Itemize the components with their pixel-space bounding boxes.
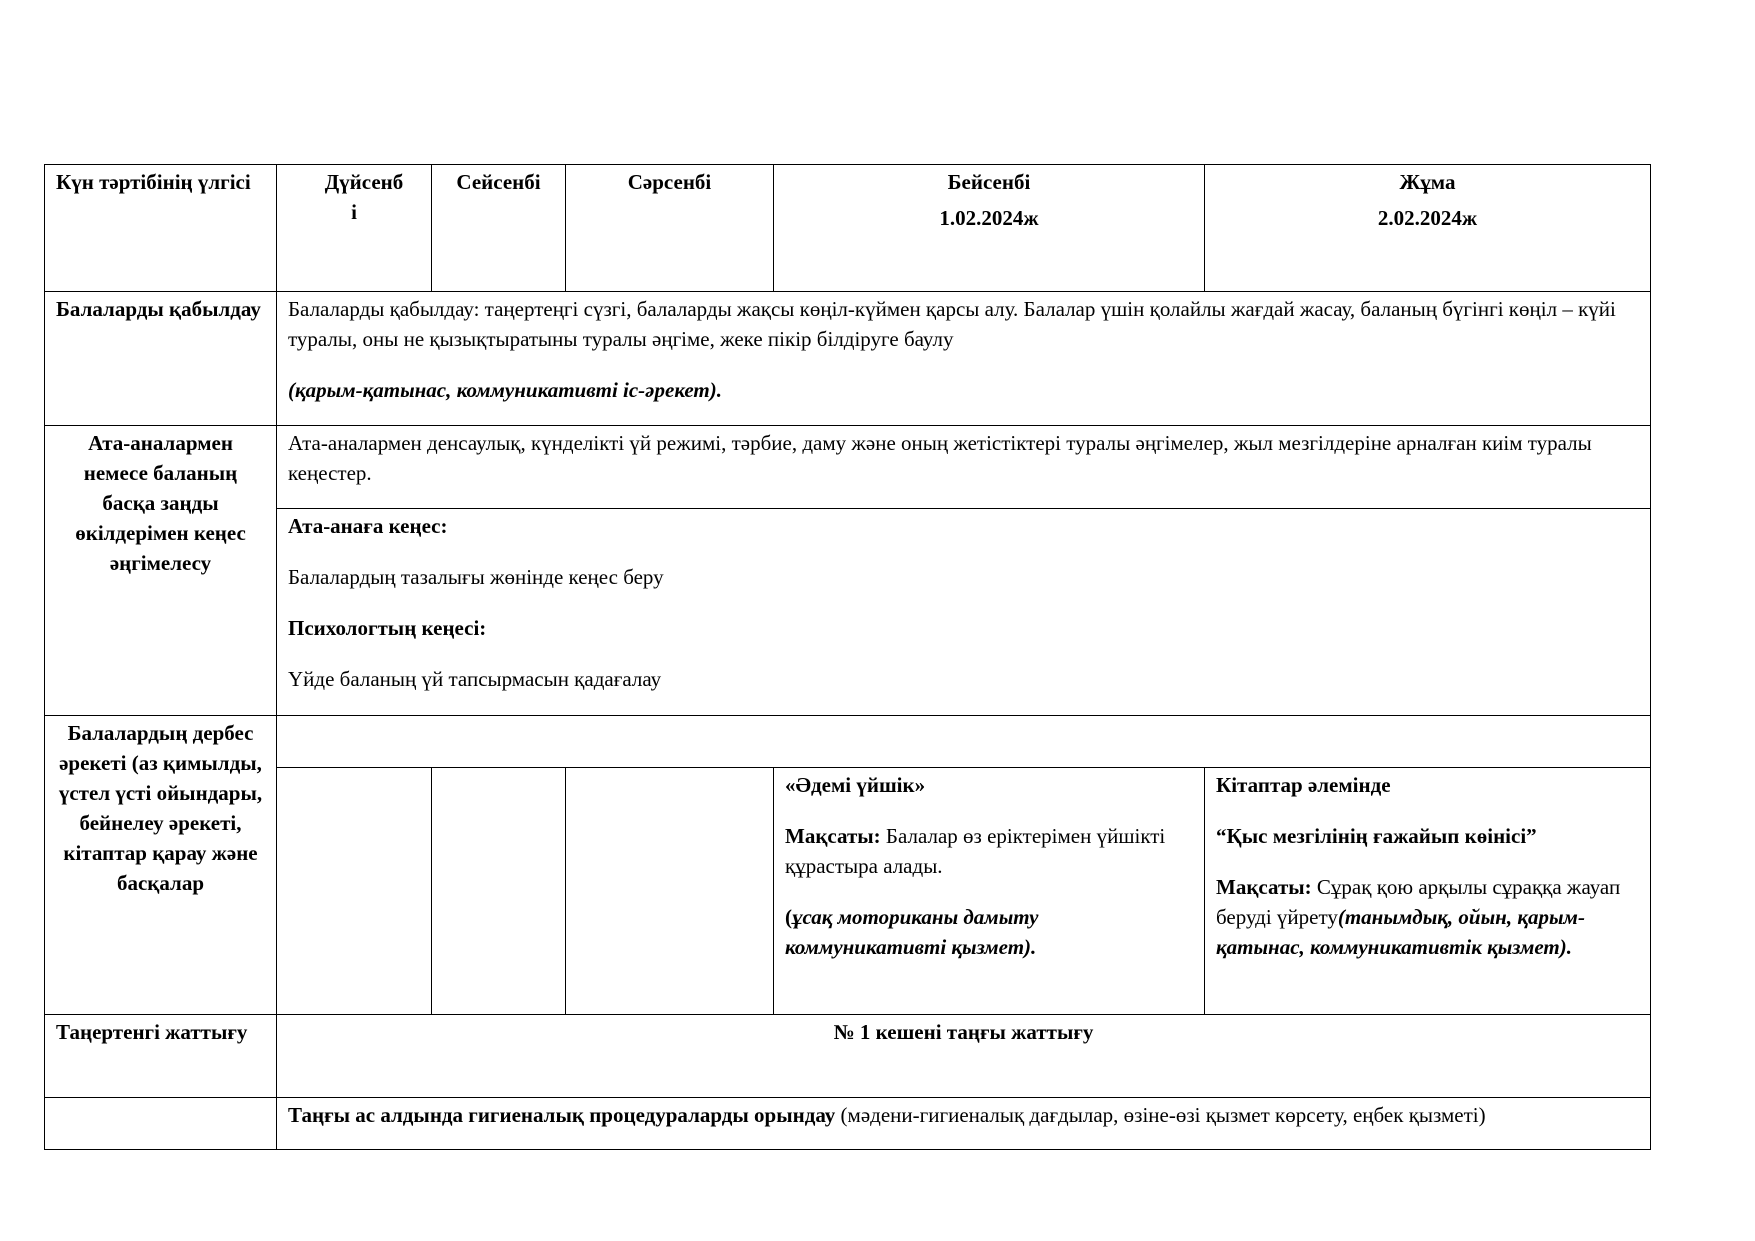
advice-text: Балалардың тазалығы жөнінде кеңес беру — [288, 565, 664, 589]
header-thursday-label: Бейсенбі — [947, 170, 1031, 194]
header-thursday-date: 1.02.2024ж — [939, 206, 1039, 230]
reception-label-cell — [45, 292, 277, 426]
exercise-content-cell — [277, 1015, 1651, 1098]
header-friday-date: 2.02.2024ж — [1377, 206, 1478, 230]
advice-title: Ата-анаға кеңес: — [288, 514, 448, 538]
friday-goal-text: Сұрақ қою арқылы сұраққа жауап беруді үйрету — [1216, 875, 1621, 929]
header-friday-cell — [1205, 165, 1651, 292]
header-schedule-label: Күн тәртібінің үлгісі — [56, 170, 251, 194]
reception-content-cell — [277, 292, 1651, 426]
thursday-activity-goal — [785, 821, 1193, 881]
activity-days-row — [45, 768, 1651, 1015]
parents-advice-cell — [277, 509, 1651, 716]
header-tuesday-label: Сейсенбі — [456, 170, 541, 194]
friday-activity-goal — [1216, 872, 1639, 962]
activity-monday-cell — [277, 768, 432, 1015]
activity-friday-cell — [1205, 768, 1651, 1015]
header-tuesday-cell — [432, 165, 566, 292]
activity-wednesday-cell — [566, 768, 774, 1015]
reception-label: Балаларды қабылдау — [56, 297, 261, 321]
thursday-goal-label: Мақсаты: — [785, 824, 881, 848]
friday-goal-label: Мақсаты: — [1216, 875, 1312, 899]
exercise-label: Таңертенгі жаттығу — [56, 1020, 248, 1044]
activity-tuesday-cell — [432, 768, 566, 1015]
daily-plan-table — [44, 164, 1651, 1150]
parents-label: Ата-аналармен немесе баланың басқа заңды өкілдерімен кеңес әңгімелесу — [75, 431, 246, 575]
exercise-label-cell — [45, 1015, 277, 1098]
parents-text: Ата-аналармен денсаулық, күнделікті үй режимі, тәрбие, даму және оның жетістіктері туралы әңгімелер, жыл мезгілдеріне арналған киім туралы кеңестер. — [288, 431, 1592, 485]
header-row — [45, 165, 1651, 292]
header-wednesday-cell — [566, 165, 774, 292]
parents-row — [45, 426, 1651, 509]
header-monday-label: Дүйсенб — [324, 170, 404, 194]
header-wednesday-label: Сәрсенбі — [627, 170, 712, 194]
friday-activity-title: Кітаптар әлемінде — [1216, 773, 1391, 797]
activity-label: Балалардың дербес әрекеті (аз қимылды, үстел үсті ойындары, бейнелеу әрекеті, кітаптар қарау және басқалар — [58, 721, 263, 895]
parents-advice-row — [45, 509, 1651, 716]
header-monday-label-wrap: і — [351, 200, 357, 224]
hygiene-row — [45, 1098, 1651, 1150]
exercise-row — [45, 1015, 1651, 1098]
psychologist-text: Үйде баланың үй тапсырмасын қадағалау — [288, 667, 662, 691]
friday-note-text: (танымдық, ойын, қарым-қатынас, коммуникативтік қызмет). — [1216, 905, 1585, 959]
hygiene-text: (мәдени-гигиеналық дағдылар, өзіне-өзі қызмет көрсету, еңбек қызметі) — [835, 1103, 1486, 1127]
header-friday-label: Жұма — [1399, 170, 1456, 194]
exercise-text: № 1 кешені таңғы жаттығу — [833, 1020, 1094, 1044]
activity-thursday-cell — [774, 768, 1205, 1015]
friday-activity-subtitle: “Қыс мезгілінің ғажайып көінісі” — [1216, 824, 1537, 848]
activity-row — [45, 716, 1651, 768]
psychologist-title: Психологтың кеңесі: — [288, 616, 487, 640]
reception-text: Балаларды қабылдау: таңертеңгі сүзгі, балаларды жақсы көңіл-күймен қарсы алу. Балалар үшін қолайлы жағдай жасау, баланың бүгінгі көңіл – күйі туралы, оны не қызықтыратыны туралы әңгіме, жеке пікір білдіруге баулу — [288, 297, 1616, 351]
thursday-note-text: ұсақ моториканы дамыту коммуникативті қызмет). — [785, 905, 1039, 959]
parents-content-cell — [277, 426, 1651, 509]
hygiene-label-cell — [45, 1098, 277, 1150]
activity-label-cell — [45, 716, 277, 1015]
parents-label-cell — [45, 426, 277, 716]
thursday-note-paren: ( — [785, 905, 792, 929]
thursday-activity-note — [785, 902, 1193, 962]
activity-empty-band — [277, 716, 1651, 768]
document-page — [44, 164, 1650, 1150]
header-monday-cell — [277, 165, 432, 292]
header-thursday-cell — [774, 165, 1205, 292]
reception-note: (қарым-қатынас, коммуникативті іс-әрекет). — [288, 378, 722, 402]
reception-row — [45, 292, 1651, 426]
thursday-goal-text: Балалар өз еріктерімен үйшікті құрастыра алады. — [785, 824, 1166, 878]
hygiene-title: Таңғы ас алдында гигиеналық процедураларды орындау — [288, 1103, 836, 1127]
thursday-activity-title: «Әдемі үйшік» — [785, 773, 926, 797]
hygiene-line — [288, 1100, 1639, 1130]
header-schedule-cell — [45, 165, 277, 292]
hygiene-content-cell — [277, 1098, 1651, 1150]
